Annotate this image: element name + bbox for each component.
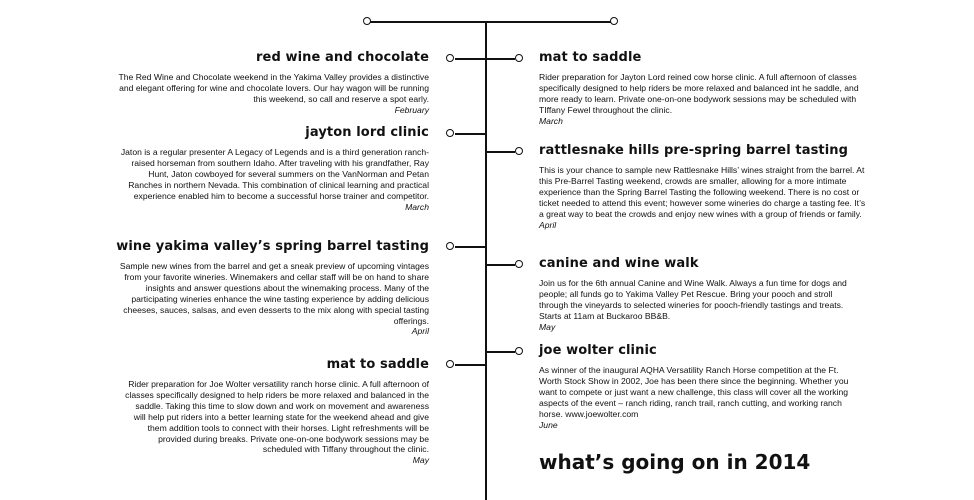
event-jayton-lord-clinic [118,125,429,212]
event-description: As winner of the inaugural AQHA Versatility Ranch Horse competition at the Ft. Worth Stock Show in 2002, Joe has been there since the beginning. Whether you want to compete or just want a new challenge, this class will cover all the working aspects of the event – ranch riding, ranch trail, ranch cutting, and working ranch horse. www.joewolter.com [539,365,849,419]
timeline-branch-right [487,151,515,153]
timeline-node-right [515,147,523,155]
event-description: This is your chance to sample new Rattlesnake Hills’ wines straight from the barrel. At this Pre-Barrel Tasting weekend, crowds are smaller, allowing for a more intimate experience than the Spring Barrel Tasting the following weekend. There is no cost or ticket needed to attend this event; however some wineries do charge a tasting fee. It’s a great way to beat the crowds and enjoy new wines with a group of friends or family. [539,165,866,219]
timeline-branch-right [487,58,515,60]
timeline-node-right [515,347,523,355]
event-month: May [412,455,429,466]
event-joe-wolter-clinic [539,343,862,430]
event-title: rattlesnake hills pre-spring barrel tasting [539,143,849,158]
timeline-branch-left [455,364,485,366]
event-month: May [539,321,556,332]
timeline-top-left-node [363,17,371,25]
timeline-branch-left [455,133,485,135]
event-description: Rider preparation for Jayton Lord reined cow horse clinic. A full afternoon of classes specifically designed to help riders be more relaxed and balanced int he saddle, and more ready to learn. Private one-on-one bodywork sessions may be scheduled with TIffany Fewel throughout the clinic. [539,72,859,115]
event-description: Join us for the 6th annual Canine and Wine Walk. Always a fun time for dogs and people; all funds go to Yakima Valley Pet Rescue. Bring your pooch and stroll through the vineyards to selected wineries for pooch-friendly tastings and treats. Starts at 11am at Buckaroo BB&B. [539,278,847,321]
timeline-branch-left [455,246,485,248]
timeline-node-left [446,242,454,250]
event-title: joe wolter clinic [539,343,657,358]
event-description: Rider preparation for Joe Wolter versatility ranch horse clinic. A full afternoon of classes specifically designed to help riders be more relaxed and balanced in the saddle. Taking this time to slow down and work on movement and awareness will help put riders into a better learning state for the weekend ahead and give them addition tools to connect with their horses. Light refreshments will be provided during breaks. Private one-on-one bodywork sessions may be scheduled with Tiffany throughout the clinic. [125,379,429,455]
event-month: February [394,104,429,115]
event-red-wine-and-chocolate [110,50,429,116]
event-title: jayton lord clinic [305,125,429,140]
event-title: mat to saddle [326,357,429,372]
event-month: March [539,115,563,126]
timeline-top-bar [368,21,614,23]
event-description: The Red Wine and Chocolate weekend in the Yakima Valley provides a distinctive and elegant offering for wine and chocolate lovers. Our hay wagon will be running this weekend, so call and reserve a spot early. [118,72,429,104]
page-title: what’s going on in 2014 [539,450,811,474]
event-month: June [539,419,558,430]
event-title: wine yakima valley’s spring barrel tasting [116,239,429,254]
event-mat-to-saddle-march [539,50,859,127]
event-title: canine and wine walk [539,256,699,271]
event-description: Sample new wines from the barrel and get a sneak preview of upcoming vintages from your favorite wineries. Winemakers and cellar staff will be on hand to share insights and answer questions about the winemaking process. Many of the participating wineries enhance the wine tasting experience by adding delicious cheeses, sauces, salsas, and even desserts to the mix along with special tasting offerings. [119,261,429,326]
event-month: March [405,201,429,212]
timeline-spine [485,23,487,500]
timeline-node-right [515,260,523,268]
timeline-branch-right [487,264,515,266]
event-rattlesnake-hills-tasting [539,143,867,230]
timeline-top-right-node [610,17,618,25]
event-month: April [539,219,557,230]
timeline-branch-left [455,58,485,60]
timeline-node-left [446,54,454,62]
timeline-branch-right [487,351,515,353]
event-month: April [411,326,429,337]
event-spring-barrel-tasting [116,239,429,337]
event-canine-and-wine-walk [539,256,862,333]
event-mat-to-saddle-may [122,357,429,466]
timeline-node-left [446,360,454,368]
event-title: mat to saddle [539,50,642,65]
event-title: red wine and chocolate [256,50,429,65]
event-description: Jaton is a regular presenter A Legacy of Legends and is a third generation ranch-raised horseman from southern Idaho. After traveling with his grandfather, Ray Hunt, Jaton cowboyed for several summers on the VanNorman and Petan Ranches in northern Nevada. This combination of clinical learning and practical experience enabled him to become a successful horse trainer and competitor. [120,147,429,201]
timeline-node-right [515,54,523,62]
timeline-node-left [446,129,454,137]
